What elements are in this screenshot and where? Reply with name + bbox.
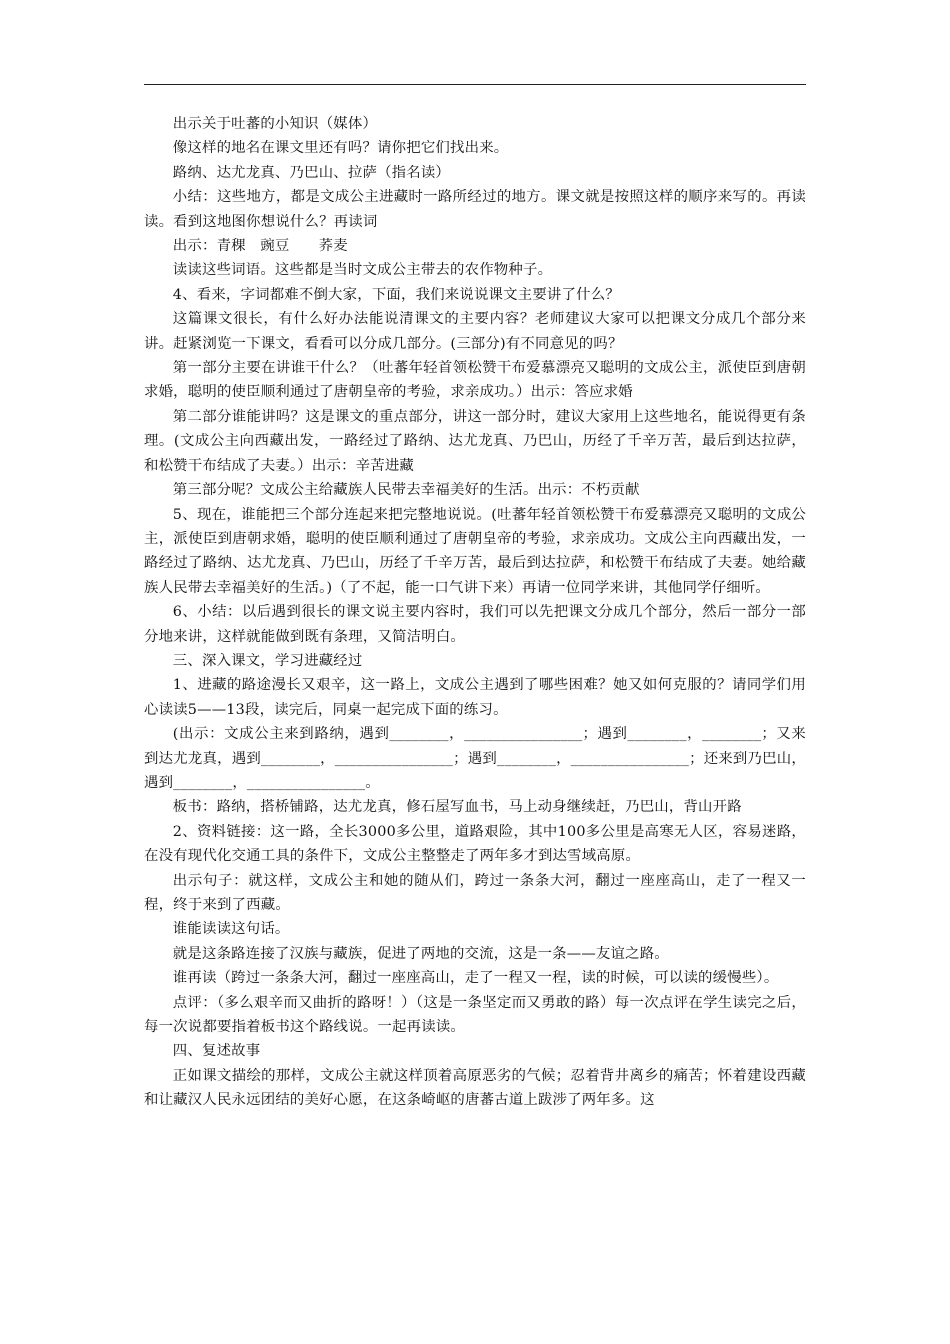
- paragraph: 谁能读读这句话。: [172, 921, 290, 938]
- paragraph: 正如课文描绘的那样，文成公主就这样顶着高原恶劣的气候；忍着背井离乡的痛苦；怀着建设西藏和让藏汉人民永远团结的美好心愿，在这条崎岖的唐蕃古道上跋涉了两年多。这: [144, 1067, 806, 1109]
- paragraph: 路纳、达尤龙真、乃巴山、拉萨（指名读）: [172, 164, 451, 181]
- paragraph: 板书：路纳，搭桥铺路，达尤龙真，修石屋写血书，马上动身继续赶，乃巴山，背山开路: [172, 799, 742, 816]
- paragraph: 出示句子：就这样，文成公主和她的随从们，跨过一条条大河，翻过一座座高山，走了一程又一程，终于来到了西藏。: [144, 872, 806, 913]
- paragraph: 像这样的地名在课文里还有吗？请你把它们找出来。: [172, 140, 509, 157]
- paragraph: 1、进藏的路途漫长又艰辛，这一路上，文成公主遇到了哪些困难？她又如何克服的？请同学们用心读读5——13段，读完后，同桌一起完成下面的练习。: [144, 677, 806, 718]
- section-heading: 四、复述故事: [172, 1043, 261, 1060]
- paragraph: 5、现在，谁能把三个部分连起来把完整地说说。(吐蕃年轻首领松赞干布爱慕漂亮又聪明的文成公主，派使臣到唐朝求婚，聪明的使臣顺利通过了唐朝皇帝的考验，求亲成功。文成公主向西藏出发，一路经过了路纳、达尤龙真、乃巴山，历经了千辛万苦，最后到达拉萨，和松赞干布结成了夫妻。她给藏族人民带去幸福美好的生活。)（了不起，能一口气讲下来）再请一位同学来讲，其他同学仔细听。: [144, 506, 806, 596]
- paragraph: 读读这些词语。这些都是当时文成公主带去的农作物种子。: [172, 262, 553, 279]
- paragraph: 出示关于吐蕃的小知识（媒体）: [172, 116, 378, 132]
- exercise-paragraph: (出示：文成公主来到路纳，遇到________，________________；遇到________，________；又来到达尤龙真，遇到________，________________；遇到________，________________；还来到乃巴山，遇到________，________________。: [144, 726, 806, 791]
- paragraph: 出示：青稞 豌豆 荞麦: [172, 238, 348, 255]
- document-body: [144, 112, 806, 1113]
- paragraph: 小结：这些地方，都是文成公主进藏时一路所经过的地方。课文就是按照这样的顺序来写的。再读读。看到这地图你想说什么？再读词: [144, 189, 806, 230]
- paragraph: 第一部分主要在讲谁干什么？（吐蕃年轻首领松赞干布爱慕漂亮又聪明的文成公主，派使臣到唐朝求婚，聪明的使臣顺利通过了唐朝皇帝的考验，求亲成功。）出示：答应求婚: [144, 360, 806, 401]
- header-rule: [144, 84, 806, 85]
- paragraph: 这篇课文很长，有什么好办法能说清课文的主要内容？老师建议大家可以把课文分成几个部分来讲。赶紧浏览一下课文，看看可以分成几部分。(三部分)有不同意见的吗？: [144, 311, 806, 352]
- paragraph: 第二部分谁能讲吗？这是课文的重点部分，讲这一部分时，建议大家用上这些地名，能说得更有条理。(文成公主向西藏出发，一路经过了路纳、达尤龙真、乃巴山，历经了千辛万苦，最后到达拉萨，和松赞干布结成了夫妻。）出示：辛苦进藏: [144, 408, 806, 474]
- paragraph: 谁再读（跨过一条条大河，翻过一座座高山，走了一程又一程，读的时候，可以读的缓慢些）。: [172, 970, 779, 987]
- section-heading: 三、深入课文，学习进藏经过: [172, 652, 363, 669]
- paragraph: 点评：（多么艰辛而又曲折的路呀！）（这是一条坚定而又勇敢的路）每一次点评在学生读完之后，每一次说都要指着板书这个路线说。一起再读读。: [144, 994, 806, 1036]
- paragraph: 4、看来，字词都难不倒大家，下面，我们来说说课文主要讲了什么？: [172, 286, 620, 303]
- paragraph: 2、资料链接：这一路，全长3000多公里，道路艰险，其中100多公里是高寒无人区，容易迷路，在没有现代化交通工具的条件下，文成公主整整走了两年多才到达雪域高原。: [144, 823, 806, 865]
- paragraph: 6、小结：以后遇到很长的课文说主要内容时，我们可以先把课文分成几个部分，然后一部分一部分地来讲，这样就能做到既有条理，又简洁明白。: [144, 604, 806, 645]
- paragraph: 就是这条路连接了汉族与藏族，促进了两地的交流，这是一条——友谊之路。: [172, 945, 669, 962]
- paragraph: 第三部分呢？文成公主给藏族人民带去幸福美好的生活。出示：不朽贡献: [172, 482, 640, 499]
